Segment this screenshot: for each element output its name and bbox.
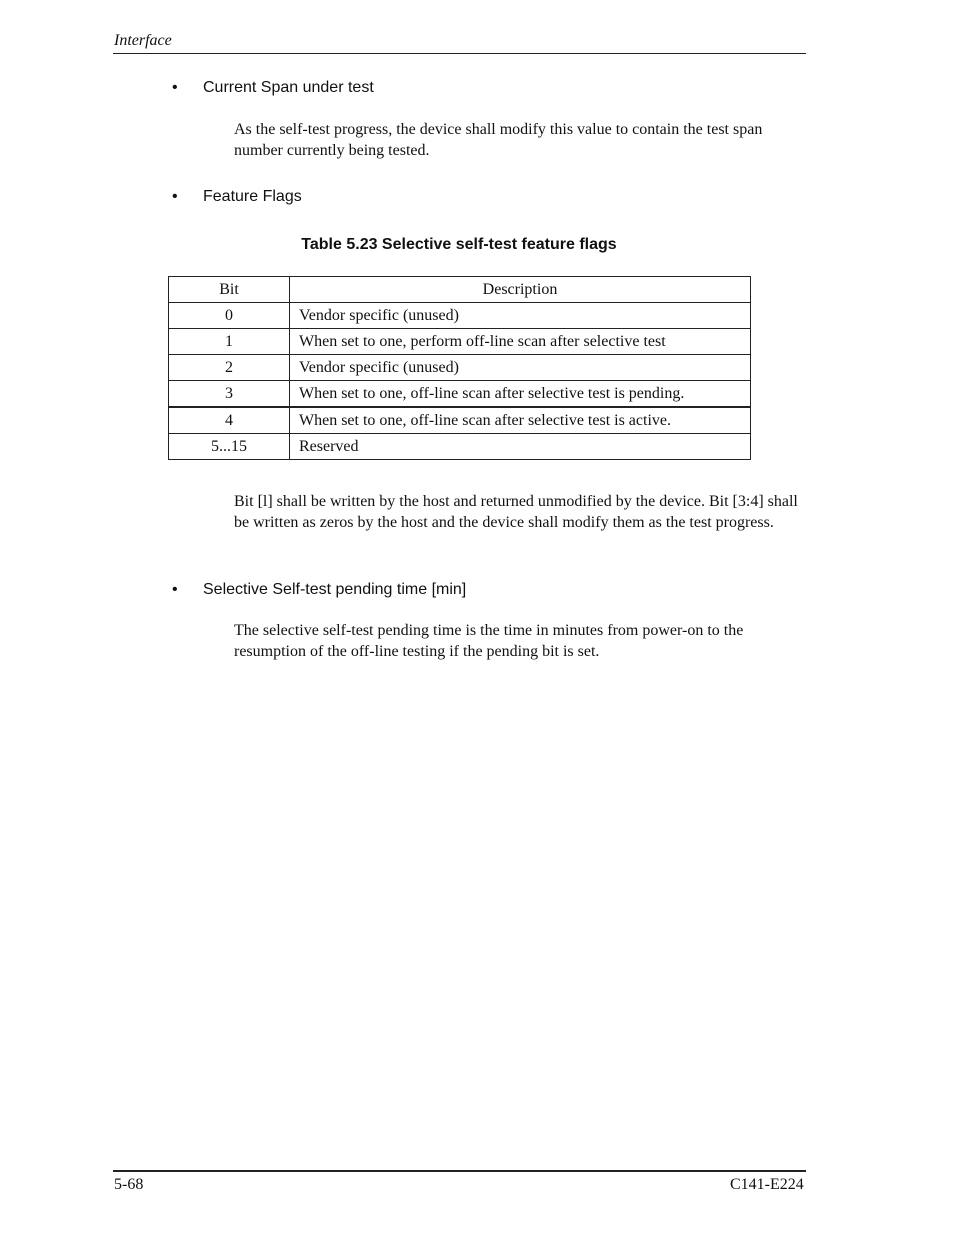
footer-rule [113,1170,806,1172]
bullet-dot: • [172,79,178,96]
bullet-label: Selective Self-test pending time [min] [203,581,467,598]
cell-description: Vendor specific (unused) [290,303,751,329]
cell-bit: 0 [169,303,290,329]
header-title: Interface [114,32,172,49]
table-row [169,329,751,355]
header-rule [113,53,806,54]
cell-description: Vendor specific (unused) [290,355,751,381]
cell-description: When set to one, off-line scan after selective test is pending. [290,381,751,408]
table-row [169,381,751,408]
cell-description: When set to one, perform off-line scan after selective test [290,329,751,355]
table-row [169,407,751,434]
bullet-label: Feature Flags [203,188,302,205]
paragraph-pending-time: The selective self-test pending time is the time in minutes from power-on to the resumption of the off-line testing if the pending bit is set. [234,622,744,660]
bullet-dot: • [172,581,178,598]
table-row [169,303,751,329]
bullet-dot: • [172,188,178,205]
header-bit: Bit [169,277,290,303]
table-row [169,434,751,460]
cell-bit: 2 [169,355,290,381]
cell-description: When set to one, off-line scan after selective test is active. [290,407,751,434]
paragraph-current-span: As the self-test progress, the device shall modify this value to contain the test span number currently being tested. [234,121,763,159]
bullet-label: Current Span under test [203,79,374,96]
table-caption: Table 5.23 Selective self-test feature flags [301,236,617,253]
table-header-row [169,277,751,303]
feature-flags-table [168,276,751,460]
document-code: C141-E224 [730,1176,804,1193]
cell-description: Reserved [290,434,751,460]
cell-bit: 1 [169,329,290,355]
cell-bit: 4 [169,407,290,434]
cell-bit: 5...15 [169,434,290,460]
table-row [169,355,751,381]
cell-bit: 3 [169,381,290,408]
header-description: Description [290,277,751,303]
paragraph-bit-notes: Bit [l] shall be written by the host and returned unmodified by the device. Bit [3:4] shall be written as zeros by the host and the device shall modify them as the test progress. [234,493,798,531]
page-number: 5-68 [114,1176,144,1193]
